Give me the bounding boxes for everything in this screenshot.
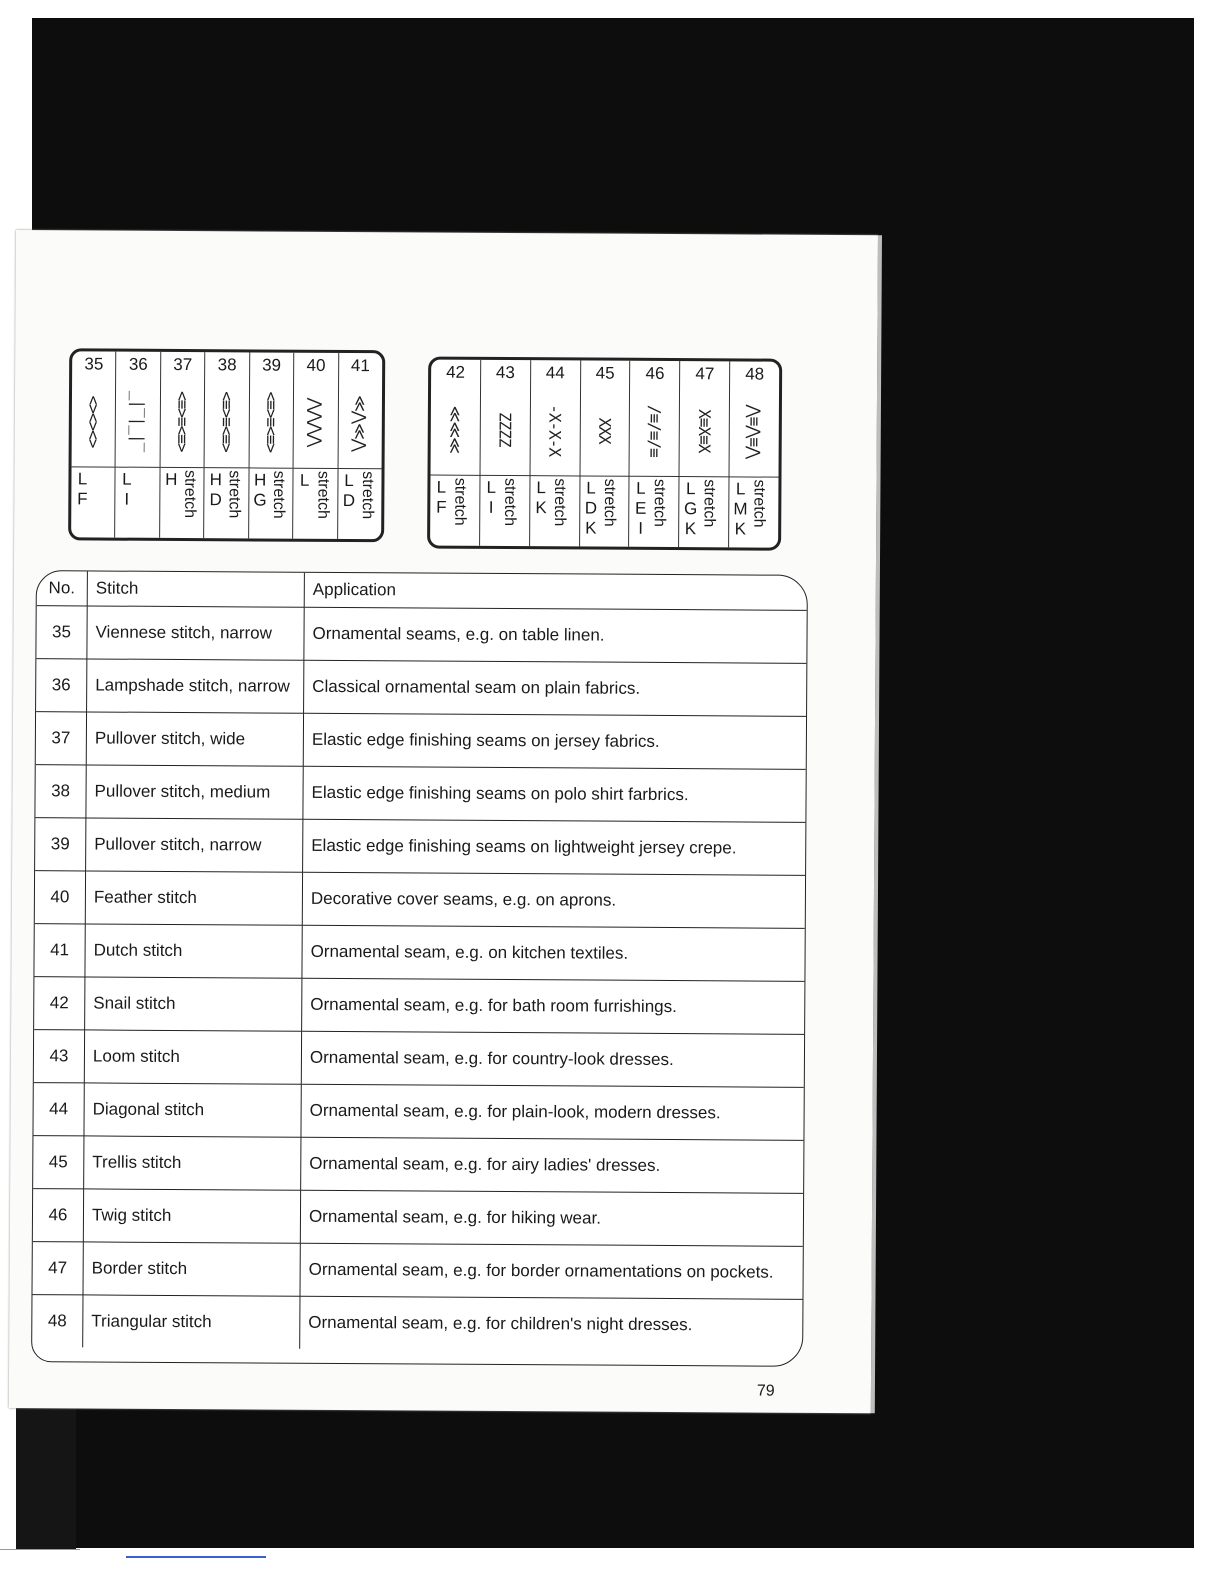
stitch-panel-left: [68, 348, 385, 542]
stitch-pattern-glyph: <><><>: [83, 395, 104, 447]
row-number: 42: [34, 977, 85, 1030]
setting-code: L: [299, 470, 310, 490]
table-body: [32, 606, 807, 1352]
stitch-panel-right: [427, 357, 782, 551]
stitch-number: 41: [350, 356, 370, 376]
row-number: 38: [35, 765, 86, 818]
setting-code: F: [77, 489, 88, 509]
row-number: 48: [32, 1295, 83, 1348]
table-row: [35, 871, 805, 929]
setting-codes: [732, 479, 748, 547]
stitch-pattern-icon: [116, 376, 160, 468]
stitch-number: 46: [645, 363, 665, 383]
stitch-cell: [729, 361, 779, 547]
table-row: [33, 1189, 803, 1247]
stretch-label: stretch: [225, 470, 243, 519]
setting-code: L: [122, 469, 132, 489]
stitch-settings: [71, 467, 115, 537]
row-application: Elastic edge finishing seams on jersey fabrics.: [303, 713, 806, 769]
setting-code: L: [586, 478, 596, 498]
scan-blue-mark: [126, 1556, 266, 1558]
stitch-number: 44: [545, 363, 565, 383]
row-stitch-name: Border stitch: [83, 1242, 300, 1296]
row-application: Ornamental seam, e.g. for airy ladies' dresses.: [301, 1137, 804, 1193]
stitch-pattern-icon: [680, 385, 729, 477]
stitch-pattern-glyph: XXX: [595, 417, 615, 444]
stretch-label: stretch: [750, 479, 768, 528]
stretch-label: stretch: [269, 470, 288, 519]
stitch-number: 37: [173, 354, 193, 375]
stitch-pattern-glyph: ≪⋀≪⋀: [350, 394, 370, 451]
stitch-number: 42: [446, 362, 466, 382]
setting-code: L: [636, 478, 646, 498]
row-application: Decorative cover seams, e.g. on aprons.: [302, 872, 805, 928]
setting-code: F: [436, 497, 447, 517]
table-row: [35, 818, 805, 876]
setting-codes: [433, 478, 449, 546]
stitch-cell: [160, 352, 206, 538]
row-application: Ornamental seam, e.g. for plain-look, modern dresses.: [301, 1084, 804, 1140]
stitch-settings: [630, 477, 679, 547]
stitch-pattern-icon: [72, 375, 116, 467]
row-application: Ornamental seam, e.g. for children's night dresses.: [308, 1312, 693, 1335]
setting-codes: [296, 471, 312, 539]
stitch-pattern-glyph: ⋀≡⋀≡⋀: [744, 404, 765, 458]
row-application: Ornamental seam, e.g. for hiking wear.: [300, 1190, 803, 1246]
table-row: [34, 924, 804, 982]
row-number: 46: [33, 1189, 84, 1242]
stitch-pattern-icon: [249, 376, 293, 468]
table-row: [34, 977, 804, 1035]
setting-code: G: [683, 499, 698, 519]
setting-codes: [633, 479, 649, 547]
row-stitch-name: Snail stitch: [85, 977, 302, 1031]
setting-code: H: [253, 470, 267, 490]
row-application: Elastic edge finishing seams on polo shirt farbrics.: [303, 766, 806, 822]
stretch-label: stretch: [451, 477, 469, 526]
stitch-pattern-icon: [730, 385, 779, 477]
stretch-label: stretch: [314, 470, 332, 519]
stitch-cell: [293, 353, 339, 539]
page-number: 79: [756, 1382, 775, 1400]
stitch-settings: [249, 468, 293, 538]
row-number: 44: [33, 1083, 84, 1136]
stitch-table: [32, 571, 807, 1352]
row-stitch-name: Pullover stitch, narrow: [86, 818, 303, 872]
setting-code: I: [638, 518, 644, 538]
stitch-settings: [293, 469, 337, 539]
stitch-number: 36: [128, 354, 148, 374]
stitch-settings: [679, 477, 728, 547]
table-header-row: [37, 571, 807, 610]
stitch-cell: [679, 361, 730, 547]
row-stitch-name: Pullover stitch, medium: [86, 765, 303, 819]
scan-edge-line: [0, 1549, 80, 1550]
stitch-settings: [580, 476, 629, 546]
stitch-settings: [480, 476, 529, 546]
stitch-cell: [580, 360, 631, 546]
setting-code: D: [342, 491, 356, 511]
stitch-settings: [430, 476, 479, 546]
setting-code: G: [253, 490, 267, 510]
stretch-label: stretch: [181, 470, 199, 519]
stitch-cell: [116, 352, 162, 538]
setting-codes: [119, 470, 135, 538]
setting-codes: [74, 469, 90, 537]
row-stitch-name: Loom stitch: [84, 1030, 301, 1084]
stitch-number: 48: [745, 364, 765, 384]
stretch-label: stretch: [600, 478, 619, 527]
stitch-number: 35: [84, 354, 104, 374]
table-row: [36, 659, 806, 717]
row-application: Classical ornamental seam on plain fabrics.: [304, 660, 807, 716]
row-number: 39: [35, 818, 86, 871]
setting-codes: [682, 479, 698, 547]
stretch-label: stretch: [700, 479, 718, 528]
stitch-pattern-icon: [431, 384, 480, 476]
row-stitch-name: Twig stitch: [83, 1189, 300, 1243]
stitch-pattern-glyph: /≡/≡/≡: [644, 404, 665, 457]
stitch-number: 40: [306, 355, 326, 375]
setting-code: K: [535, 498, 547, 518]
stitch-pattern-icon: [630, 385, 679, 477]
stitch-pattern-glyph: _|‾|_|‾: [128, 390, 148, 452]
row-number: 47: [32, 1242, 83, 1295]
row-application: Ornamental seam, e.g. for border ornamentations on pockets.: [300, 1243, 803, 1299]
stretch-label: stretch: [650, 478, 668, 528]
stitch-number: 45: [595, 363, 615, 383]
stitch-pattern-icon: [294, 377, 338, 469]
row-stitch-name: Diagonal stitch: [84, 1083, 301, 1137]
stitch-pattern-glyph: ⋀⋀⋀⋀: [305, 398, 326, 447]
row-stitch-name: Dutch stitch: [85, 924, 302, 978]
row-number: 45: [33, 1136, 84, 1189]
setting-codes: [252, 470, 268, 538]
row-stitch-name: Pullover stitch, wide: [86, 712, 303, 766]
row-number: 37: [36, 712, 87, 765]
stitch-cell: [204, 352, 250, 538]
stitch-settings: [338, 469, 382, 539]
stitch-cell: [480, 360, 531, 546]
setting-code: K: [734, 519, 747, 539]
table-row: [33, 1083, 803, 1141]
setting-code: L: [685, 479, 696, 499]
stitch-pattern-icon: [480, 384, 529, 476]
header-no: No.: [37, 571, 88, 606]
row-stitch-name: Viennese stitch, narrow: [87, 606, 304, 660]
stitch-settings: [204, 468, 248, 538]
setting-code: L: [77, 469, 88, 489]
stitch-pattern-glyph: ≪≪≪: [445, 405, 465, 453]
setting-code: H: [209, 470, 222, 490]
setting-code: L: [735, 479, 746, 499]
row-stitch-name: Feather stitch: [85, 871, 302, 925]
stretch-label: stretch: [501, 477, 519, 527]
stitch-cell: [530, 360, 581, 546]
table-row: [35, 765, 805, 823]
setting-codes: [163, 470, 179, 538]
setting-code: M: [733, 499, 748, 519]
stitch-settings: [116, 468, 160, 538]
setting-code: I: [488, 497, 494, 517]
table-row: [33, 1136, 803, 1194]
stitch-pattern-glyph: <≡>≡<≡>: [217, 391, 237, 453]
header-application: Application: [304, 573, 807, 611]
row-stitch-name: Lampshade stitch, narrow: [87, 659, 304, 713]
table-row: [32, 1242, 802, 1300]
row-application: Ornamental seam, e.g. on kitchen textiles.: [302, 925, 805, 981]
stitch-pattern-icon: [205, 376, 249, 468]
stitch-pattern-glyph: <≡>≡<≡>: [172, 391, 193, 452]
stitch-pattern-icon: [338, 377, 382, 469]
setting-code: K: [684, 519, 697, 539]
stitch-number: 39: [262, 355, 282, 375]
manual-page: [9, 230, 878, 1413]
setting-code: D: [584, 498, 598, 518]
setting-code: K: [585, 518, 597, 538]
stitch-number: 38: [217, 355, 237, 375]
row-stitch-name: Trellis stitch: [84, 1136, 301, 1190]
stitch-cell: [249, 352, 295, 538]
setting-code: L: [436, 477, 447, 497]
stitch-pattern-icon: [160, 376, 204, 468]
stitch-settings: [530, 476, 579, 546]
header-stitch: Stitch: [87, 571, 304, 607]
table-row: [32, 1295, 802, 1352]
row-application: Ornamental seam, e.g. for country-look dresses.: [301, 1031, 804, 1087]
row-number: 40: [35, 871, 86, 924]
setting-codes: [341, 471, 357, 539]
setting-code: L: [536, 478, 546, 498]
row-application: Elastic edge finishing seams on lightweight jersey crepe.: [303, 819, 806, 875]
row-number: 43: [34, 1030, 85, 1083]
stitch-pattern-glyph: ZZZZ: [495, 412, 515, 447]
table-row: [34, 1030, 804, 1088]
setting-codes: [483, 478, 499, 546]
stretch-label: stretch: [358, 471, 377, 520]
row-application: Ornamental seams, e.g. on table linen.: [304, 607, 807, 663]
stitch-cell: [430, 360, 481, 546]
stitch-settings: [729, 477, 778, 547]
stitch-number: 47: [695, 364, 715, 384]
stitch-pattern-icon: [580, 384, 629, 476]
table-row: [36, 606, 806, 664]
stitch-pattern-glyph: <≡>≡<≡>: [261, 391, 281, 453]
table-row: [36, 712, 806, 770]
setting-code: L: [344, 471, 354, 491]
stitch-cell: [71, 351, 117, 537]
setting-codes: [583, 478, 599, 546]
stitch-settings: [160, 468, 204, 538]
row-stitch-name: Triangular stitch: [83, 1295, 300, 1349]
stretch-label: stretch: [550, 478, 569, 527]
setting-code: I: [124, 489, 130, 509]
stitch-cell: [630, 361, 681, 547]
row-number: 36: [36, 659, 87, 712]
setting-code: H: [165, 469, 178, 489]
setting-codes: [533, 478, 549, 546]
stitch-cell: [338, 353, 383, 539]
row-application: Ornamental seam, e.g. for bath room furrishings.: [302, 978, 805, 1034]
stitch-pattern-glyph: X≡X≡X: [694, 409, 715, 453]
stitch-number: 43: [495, 362, 515, 383]
stitch-pattern-icon: [530, 384, 579, 476]
row-number: 41: [34, 924, 85, 977]
stitch-table-container: [31, 570, 808, 1367]
setting-code: L: [486, 477, 497, 497]
setting-code: E: [635, 498, 647, 518]
stitch-pattern-glyph: -X-X-X: [545, 403, 565, 456]
setting-code: D: [209, 490, 222, 510]
row-number: 35: [36, 606, 87, 659]
setting-codes: [207, 470, 223, 538]
